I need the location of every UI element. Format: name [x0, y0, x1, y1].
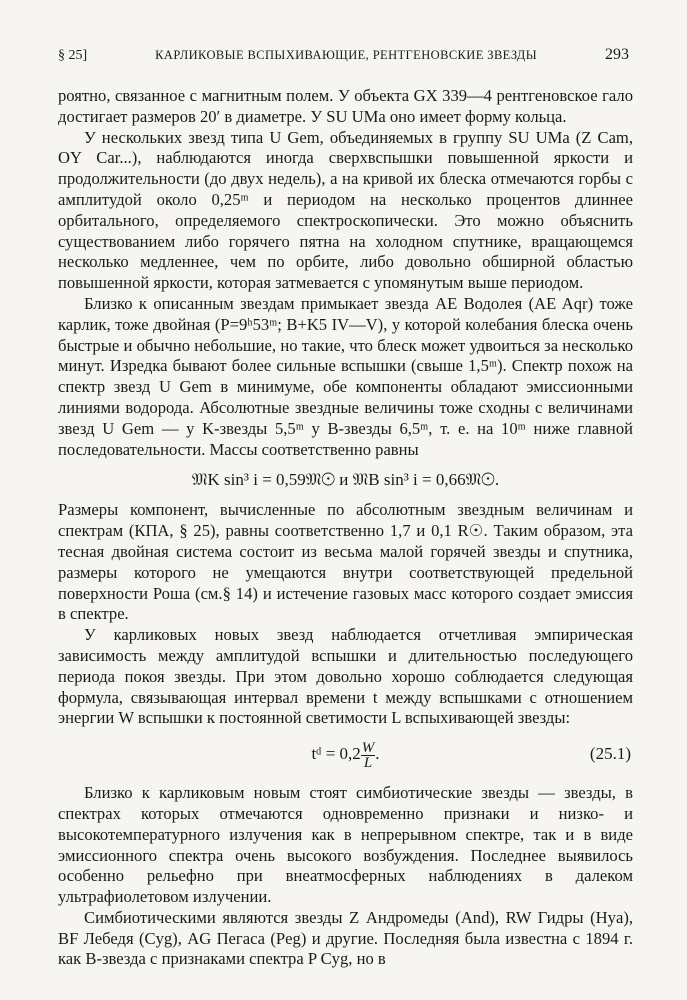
mass-formula: 𝔐K sin³ i = 0,59𝔐☉ и 𝔐B sin³ i = 0,66𝔐☉.	[191, 470, 500, 490]
equation-fraction	[361, 741, 376, 770]
paragraph-5: У карликовых новых звезд наблюдается отчетливая эмпирическая зависимость между амплитудой вспышки и длительностью последующего периода покоя звезды. При этом довольно хорошо соблюдается следующая формула, связывающая интервал времени t между вспышками с отношением энергии W вспышки к постоянной светимости L вспыхивающей звезды:	[58, 625, 633, 728]
fraction-denominator: L	[363, 754, 373, 771]
equation-25-1	[58, 739, 633, 769]
equation-tail: .	[375, 744, 380, 764]
running-header	[58, 46, 629, 64]
paragraph-7: Симбиотическими являются звезды Z Андромеды (And), RW Гидры (Hya), BF Лебедя (Cyg), AG Пегаса (Peg) и другие. Последняя была известна с 1894 г. как B-звезда с признаками спектра P Cyg, но в	[58, 907, 633, 969]
page-number: 293	[605, 46, 629, 63]
page-body	[58, 86, 633, 970]
fraction-numerator: W	[361, 739, 375, 756]
equation-number: (25.1)	[589, 744, 631, 764]
paragraph-1: роятно, связанное с магнитным полем. У объекта GX 339—4 рентгеновское гало достигает размеров 20′ в диаметре. У SU UMa оно имеет форму кольца.	[58, 86, 633, 126]
paragraph-3: Близко к описанным звездам примыкает звезда AE Водолея (AE Aqr) тоже карлик, тоже двойная (P=9ʰ53ᵐ; B+K5 IV—V), у которой колебания блеска очень быстрые и обычно небольшие, но такие, что блеск может удвоиться за несколько минут. Изредка бывают более сильные вспышки (свыше 1,5ᵐ). Спектр похож на спектр звезд U Gem в минимуме, обе компоненты обладают эмиссионными линиями водорода. Абсолютные звездные величины тоже сходны с величинами звезд U Gem — у K-звезды 5,5ᵐ у B-звезды 6,5ᵐ, т. е. на 10ᵐ ниже главной последовательности. Массы соответственно равны	[58, 293, 633, 459]
section-ref: § 25]	[58, 48, 88, 63]
paragraph-6: Близко к карликовым новым стоят симбиотические звезды — звезды, в спектрах которых отмечаются одновременно признаки и низко- и высокотемпературного излучения как в непрерывном спектре, так и в виде эмиссионного спектра очень высокого возбуждения. Последнее выявилось особенно рельефно при внеатмосферных наблюдениях в далеком ультрафиолетовом излучении.	[58, 783, 633, 907]
paragraph-4: Размеры компонент, вычисленные по абсолютным звездным величинам и спектрам (КПА, § 25), равны соответственно 1,7 и 0,1 R☉. Таким образом, эта тесная двойная система состоит из весьма малой горячей звезды и спутника, размеры которого не умещаются внутри соответствующей предельной поверхности Роша (см.§ 14) и истечение газовых масс которого создает эмиссия в спектре.	[58, 500, 633, 624]
paragraph-2: У нескольких звезд типа U Gem, объединяемых в группу SU UMa (Z Cam, OY Car...), наблюдаются иногда сверхвспышки повышенной яркости и продолжительности (до двух недель), а на кривой их блеска отмечаются горбы с амплитудой около 0,25ᵐ и периодом на несколько процентов длиннее орбитального, определяемого спектроскопически. Это можно объяснить существованием либо горячего пятна на холодном спутнике, вращающемся несколько медленнее, чем по орбите, либо довольно обширной областью повышенной яркости, которая затмевается с упомянутым выше периодом.	[58, 127, 633, 293]
running-title: КАРЛИКОВЫЕ ВСПЫХИВАЮЩИЕ, РЕНТГЕНОВСКИЕ ЗВЕЗДЫ	[155, 48, 537, 62]
equation-lhs: tᵈ = 0,2	[311, 744, 361, 764]
